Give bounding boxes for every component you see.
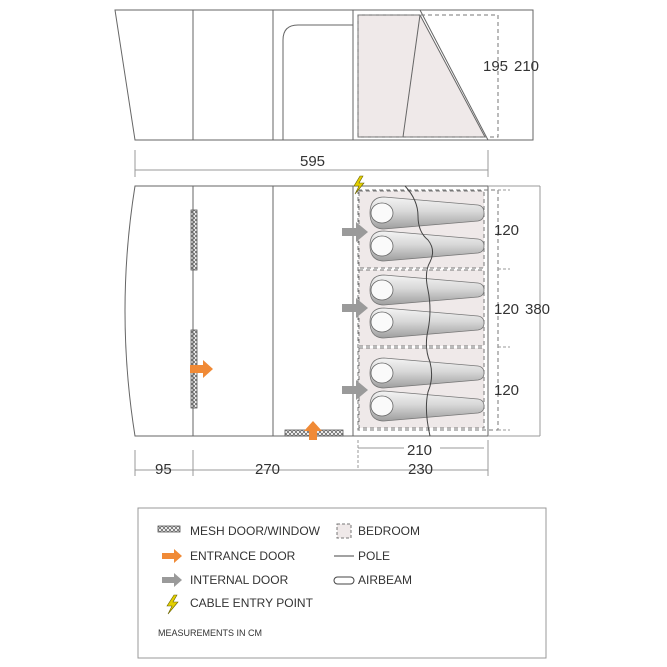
dim-total-length (135, 150, 488, 177)
legend-entrance-label: ENTRANCE DOOR (190, 549, 296, 563)
dim-inner-height: 195 (483, 58, 509, 75)
dim-bay-1: 120 (494, 222, 520, 239)
side-elevation (115, 10, 539, 140)
dim-living-length: 270 (255, 461, 281, 478)
floor-plan (125, 176, 498, 440)
mesh-window (191, 210, 197, 270)
elevation-bedroom-fill (358, 15, 485, 137)
legend-mesh-icon (158, 526, 180, 532)
pillow (371, 203, 393, 223)
legend-bedroom-label: BEDROOM (358, 524, 421, 538)
legend-airbeam-label: AIRBEAM (358, 573, 413, 587)
pillow (371, 280, 393, 300)
dim-total-width: 380 (525, 301, 551, 318)
legend-cable-label: CABLE ENTRY POINT (190, 596, 313, 610)
dim-bedroom-length: 230 (408, 461, 434, 478)
legend-bedroom-icon (337, 524, 351, 538)
pillow (371, 312, 393, 332)
legend-pole-label: POLE (358, 549, 391, 563)
dim-bedroom-width: 120 (494, 301, 520, 318)
legend (138, 508, 546, 658)
dim-outer-height: 210 (514, 58, 540, 75)
legend-airbeam-icon (334, 577, 354, 584)
dim-bedroom-inner-length: 210 (407, 442, 433, 459)
entrance-door-arrow (304, 421, 322, 440)
pillow (371, 396, 393, 416)
legend-measurement-note: MEASUREMENTS IN CM (158, 628, 263, 638)
length-dimensions (135, 440, 488, 478)
dim-total-length-label: 595 (300, 153, 326, 170)
side-door-outline (283, 25, 353, 140)
legend-internal-label: INTERNAL DOOR (190, 573, 289, 587)
legend-mesh-label: MESH DOOR/WINDOW (190, 524, 320, 538)
width-dimensions (488, 186, 550, 436)
dim-porch-length: 95 (155, 461, 172, 478)
dim-bay-3: 120 (494, 382, 520, 399)
pillow (371, 236, 393, 256)
pillow (371, 363, 393, 383)
